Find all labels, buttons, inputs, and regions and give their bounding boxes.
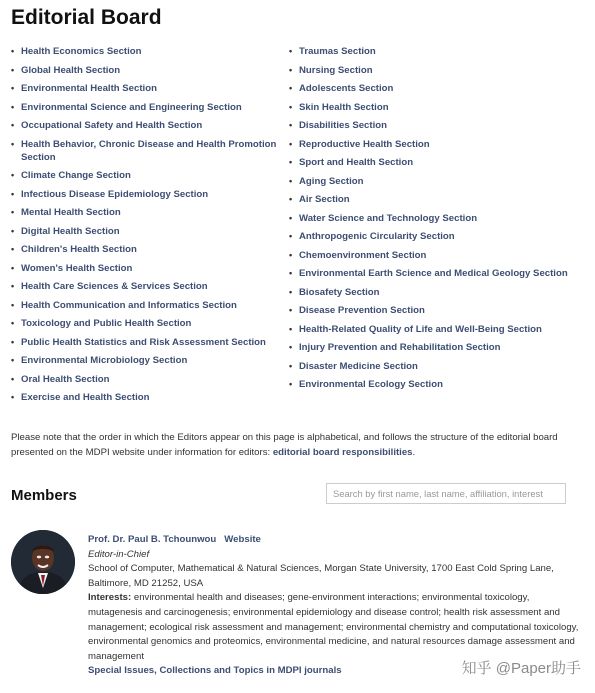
members-heading: Members [11,487,77,504]
member-website-link[interactable]: Website [224,534,261,545]
section-link[interactable]: Water Science and Technology Section [299,212,478,224]
section-link[interactable]: Infectious Disease Epidemiology Section [21,188,209,200]
section-item [11,188,289,201]
bullet-icon: • [289,101,293,112]
section-link[interactable]: Health Economics Section [21,46,142,57]
section-item [289,286,579,299]
bullet-icon: • [11,299,15,310]
section-item [289,193,579,206]
section-item [11,45,289,58]
bullet-icon: • [11,101,15,112]
section-link[interactable]: Environmental Ecology Section [299,379,443,390]
section-item [11,138,289,164]
section-item [11,299,289,312]
section-item [289,64,579,77]
bullet-icon: • [11,83,15,93]
section-link[interactable]: Health Care Sciences & Services Section [21,281,208,292]
bullet-icon: • [289,138,293,149]
special-issues-link[interactable]: Special Issues, Collections and Topics in MDPI journals [88,665,342,677]
section-item [11,317,289,330]
bullet-icon: • [289,286,293,297]
section-item [11,354,289,367]
section-link[interactable]: Public Health Statistics and Risk Assessment Section [21,336,266,348]
section-item [289,82,579,95]
section-link[interactable]: Exercise and Health Section [21,392,150,403]
section-item [289,267,579,280]
section-item [11,391,289,404]
section-link[interactable]: Environmental Earth Science and Medical Geology Section [299,268,568,279]
section-item [11,336,289,349]
section-link[interactable]: Children's Health Section [21,244,137,255]
section-link[interactable]: Air Section [299,194,350,205]
section-link[interactable]: Skin Health Section [299,101,389,113]
section-link[interactable]: Oral Health Section [21,373,110,385]
bullet-icon: • [289,323,293,334]
section-item [289,45,579,58]
section-item [289,175,579,188]
section-link[interactable]: Environmental Science and Engineering Section [21,101,242,113]
section-item [289,138,579,151]
section-link[interactable]: Adolescents Section [299,83,394,94]
sections-list [11,45,591,410]
section-link[interactable]: Chemoenvironment Section [299,249,427,261]
bullet-icon: • [11,64,15,75]
bullet-icon: • [289,64,293,75]
bullet-icon: • [11,355,15,365]
bullet-icon: • [289,268,293,278]
section-link[interactable]: Disease Prevention Section [299,305,425,316]
member-search-input[interactable] [326,483,566,504]
section-item [11,64,289,77]
section-item [289,360,579,373]
note-end: . [412,447,416,458]
section-item [11,225,289,238]
section-item [289,230,579,243]
bullet-icon: • [11,138,15,149]
section-link[interactable]: Health Behavior, Chronic Disease and Health Promotion Section [21,138,277,163]
section-item [289,341,579,354]
section-item [289,378,579,391]
section-item [11,101,289,114]
bullet-icon: • [11,207,15,217]
section-link[interactable]: Global Health Section [21,64,121,76]
section-link[interactable]: Reproductive Health Section [299,138,430,150]
bullet-icon: • [289,157,293,167]
member-affiliation: School of Computer, Mathematical & Natural Sciences, Morgan State University, 1700 East Cold Spring Lane, Baltimore, MD 21252, USA [88,563,554,589]
section-item [11,373,289,386]
bullet-icon: • [11,318,15,328]
section-item [289,249,579,262]
section-link[interactable]: Climate Change Section [21,170,131,181]
page-title: Editorial Board [11,6,162,29]
section-link[interactable]: Toxicology and Public Health Section [21,318,192,329]
sections-column-left [11,45,289,410]
member-role: Editor-in-Chief [88,548,150,560]
section-link[interactable]: Disabilities Section [299,120,387,131]
bullet-icon: • [289,305,293,315]
section-link[interactable]: Nursing Section [299,64,373,76]
bullet-icon: • [11,46,15,56]
bullet-icon: • [289,212,293,223]
bullet-icon: • [11,225,15,236]
section-item [11,280,289,293]
section-link[interactable]: Health-Related Quality of Life and Well-Being Section [299,323,542,335]
section-item [11,262,289,275]
bullet-icon: • [289,46,293,56]
member-name-link[interactable]: Prof. Dr. Paul B. Tchounwou [88,534,217,545]
watermark: 知乎 @Paper助手 [461,660,581,677]
sections-column-right [289,45,579,410]
section-link[interactable]: Digital Health Section [21,225,120,237]
bullet-icon: • [289,194,293,204]
section-link[interactable]: Environmental Health Section [21,83,157,94]
section-item [289,304,579,317]
bullet-icon: • [289,249,293,260]
bullet-icon: • [11,392,15,402]
interests-text: environmental health and diseases; gene-environment interactions; environmental toxicology, mutagenesis and carcinogenesis; environmental epidemiology and disease control; health risk assessment and management; ecological risk assessment and management; environmental chemistry and computational toxicology, environmental genomics and proteomics, environmental medicine, and natural resources damage assessment and management [88,592,579,662]
bullet-icon: • [11,262,15,273]
bullet-icon: • [289,231,293,241]
bullet-icon: • [289,342,293,352]
section-item [289,212,579,225]
bullet-icon: • [11,336,15,347]
section-link[interactable]: Environmental Microbiology Section [21,355,188,366]
ordering-note [11,430,581,460]
section-link[interactable]: Aging Section [299,175,364,187]
section-link[interactable]: Biosafety Section [299,286,380,298]
bullet-icon: • [11,120,15,130]
bullet-icon: • [289,175,293,186]
section-item [289,323,579,336]
section-link[interactable]: Health Communication and Informatics Section [21,299,237,311]
section-link[interactable]: Mental Health Section [21,207,121,218]
avatar [11,530,75,594]
section-link[interactable]: Anthropogenic Circularity Section [299,231,455,242]
section-item [11,206,289,219]
bullet-icon: • [11,373,15,384]
member-interests [88,591,583,664]
section-item [11,243,289,256]
section-item [11,169,289,182]
section-item [11,119,289,132]
bullet-icon: • [11,281,15,291]
bullet-icon: • [289,83,293,93]
interests-label: Interests: [88,592,132,604]
bullet-icon: • [11,170,15,180]
section-item [289,119,579,132]
bullet-icon: • [289,379,293,389]
bullet-icon: • [11,244,15,254]
section-link[interactable]: Disaster Medicine Section [299,360,418,372]
bullet-icon: • [289,120,293,130]
section-link[interactable]: Injury Prevention and Rehabilitation Section [299,342,501,353]
section-item [11,82,289,95]
bullet-icon: • [11,188,15,199]
section-item [289,101,579,114]
responsibilities-link[interactable]: editorial board responsibilities [272,447,413,458]
bullet-icon: • [289,360,293,371]
section-link[interactable]: Traumas Section [299,46,376,57]
section-item [289,156,579,169]
section-link[interactable]: Women's Health Section [21,262,133,274]
section-link[interactable]: Occupational Safety and Health Section [21,120,203,131]
section-link[interactable]: Sport and Health Section [299,157,414,168]
note-text: Please note that the order in which the Editors appear on this page is alphabetical, and follows the structure of the editorial board presented on the MDPI website under information for editors: [11,432,558,458]
